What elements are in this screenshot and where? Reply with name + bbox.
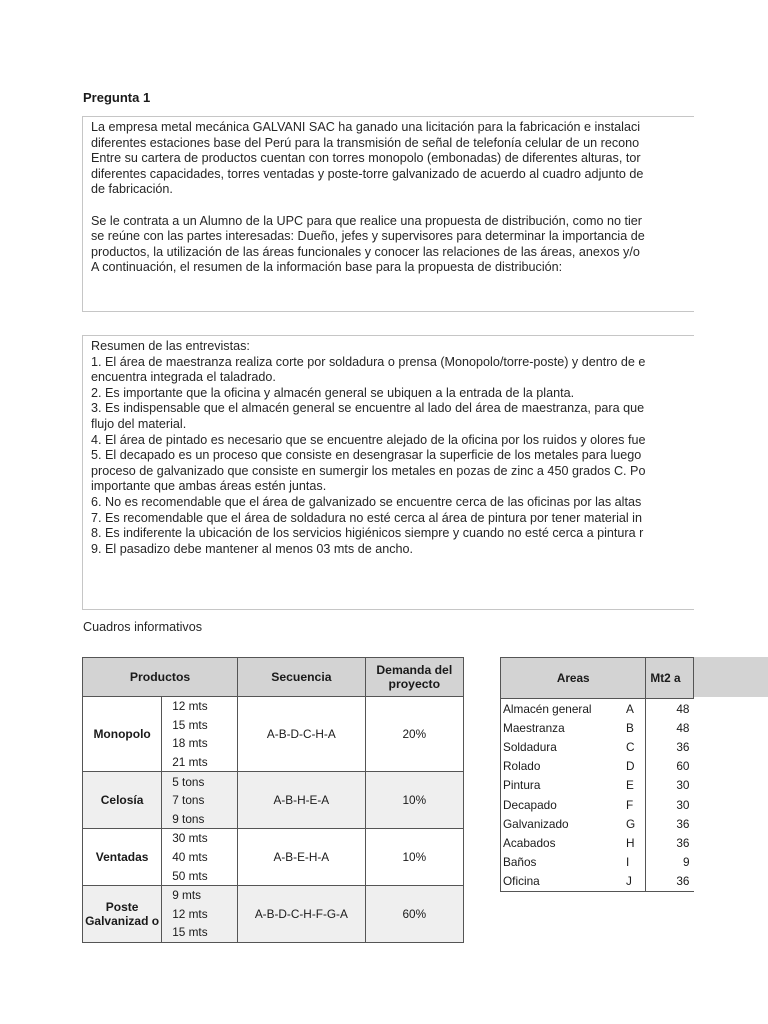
product-size: 15 mts bbox=[162, 923, 238, 942]
interview-line: 6. No es recomendable que el área de galvanizado se encuentre cerca de las oficinas por las altas bbox=[91, 494, 642, 509]
product-demand: 20% bbox=[365, 697, 463, 772]
area-name: Rolado bbox=[501, 757, 625, 776]
area-name: Baños bbox=[501, 853, 625, 872]
interview-line: 3. Es indispensable que el almacén general se encuentre al lado del área de maestranza, para que bbox=[91, 401, 645, 416]
product-size: 7 tons bbox=[162, 791, 238, 810]
interview-line: flujo del material. bbox=[91, 416, 187, 431]
area-code: C bbox=[626, 739, 635, 754]
interview-summary-box bbox=[82, 335, 694, 610]
interview-line: 4. El área de pintado es necesario que se encuentre alejado de la oficina por los ruidos y olores fue bbox=[91, 432, 646, 447]
area-code: G bbox=[626, 816, 636, 831]
area-m2: 48 bbox=[646, 699, 694, 719]
area-m2: 36 bbox=[646, 833, 694, 852]
area-code: H bbox=[626, 835, 635, 850]
area-code: D bbox=[626, 759, 635, 774]
header-areas: Areas bbox=[501, 658, 646, 699]
product-size: 15 mts bbox=[162, 716, 238, 735]
table-row bbox=[83, 885, 464, 904]
table-row bbox=[501, 853, 694, 872]
product-name: Monopolo bbox=[83, 697, 162, 772]
product-name: Ventadas bbox=[83, 829, 162, 886]
table-row bbox=[501, 833, 694, 852]
product-name: Poste Galvanizad o bbox=[83, 885, 162, 942]
interview-line: 5. El decapado es un proceso que consiste en desengrasar la superficie de los metales para luego bbox=[91, 448, 642, 463]
product-sequence: A-B-D-C-H-A bbox=[238, 697, 366, 772]
product-demand: 10% bbox=[365, 772, 463, 829]
intro-line: Se le contrata a un Alumno de la UPC para que realice una propuesta de distribución, como no tier bbox=[91, 213, 642, 228]
interview-line: encuentra integrada el taladrado. bbox=[91, 370, 276, 385]
area-code: J bbox=[624, 872, 646, 892]
tables-caption: Cuadros informativos bbox=[83, 620, 202, 634]
product-sequence: A-B-D-C-H-F-G-A bbox=[238, 885, 366, 942]
area-name: Acabados bbox=[501, 833, 625, 852]
products-table bbox=[82, 657, 464, 943]
product-size: 21 mts bbox=[162, 753, 238, 772]
intro-line: productos, la utilización de las áreas funcionales y conocer las relaciones de las áreas, anexos y/o bbox=[91, 244, 640, 259]
header-demanda: Demanda del proyecto bbox=[365, 658, 463, 697]
area-m2: 36 bbox=[646, 737, 694, 756]
area-name: Decapado bbox=[501, 795, 625, 814]
area-m2: 30 bbox=[646, 776, 694, 795]
interview-line: Resumen de las entrevistas: bbox=[91, 339, 250, 353]
areas-table bbox=[500, 657, 694, 892]
area-name: Oficina bbox=[501, 872, 625, 892]
product-size: 30 mts bbox=[162, 829, 238, 848]
area-name: Maestranza bbox=[501, 718, 625, 737]
area-name: Almacén general bbox=[501, 699, 625, 719]
interview-line: 2. Es importante que la oficina y almacén general se ubiquen a la entrada de la planta. bbox=[91, 385, 575, 400]
table-row bbox=[501, 718, 694, 737]
interview-line: proceso de galvanizado que consiste en sumergir los metales en pozas de zinc a 450 grados C. Po bbox=[91, 463, 646, 478]
area-code: E bbox=[626, 778, 634, 793]
interview-line: importante que ambas áreas estén juntas. bbox=[91, 479, 327, 494]
intro-line: diferentes estaciones base del Perú para la transmisión de señal de telefonía celular de un recono bbox=[91, 135, 640, 150]
table-row bbox=[501, 795, 694, 814]
table-row bbox=[501, 737, 694, 756]
intro-line bbox=[91, 198, 694, 214]
product-size: 40 mts bbox=[162, 848, 238, 867]
interview-line: 9. El pasadizo debe mantener al menos 03 mts de ancho. bbox=[91, 541, 414, 556]
table-row bbox=[501, 814, 694, 833]
product-sequence: A-B-H-E-A bbox=[238, 772, 366, 829]
area-name: Galvanizado bbox=[501, 814, 625, 833]
product-size: 18 mts bbox=[162, 734, 238, 753]
table-row bbox=[83, 829, 464, 848]
area-code: A bbox=[626, 701, 634, 716]
product-size: 12 mts bbox=[162, 905, 238, 924]
product-size: 9 tons bbox=[162, 810, 238, 829]
intro-text-box bbox=[82, 116, 694, 312]
product-sequence: A-B-E-H-A bbox=[238, 829, 366, 886]
product-demand: 60% bbox=[365, 885, 463, 942]
product-size: 50 mts bbox=[162, 866, 238, 885]
product-size: 5 tons bbox=[162, 772, 238, 791]
area-m2: 30 bbox=[646, 795, 694, 814]
table-row bbox=[501, 872, 694, 892]
area-code: F bbox=[626, 797, 634, 812]
interview-line: 8. Es indiferente la ubicación de los servicios higiénicos siempre y cuando no esté cerca a pintura r bbox=[91, 526, 644, 541]
product-size: 12 mts bbox=[162, 697, 238, 716]
area-code: B bbox=[626, 720, 634, 735]
interview-line: 1. El área de maestranza realiza corte por soldadura o prensa (Monopolo/torre-poste) y dentro de e bbox=[91, 354, 646, 369]
area-m2: 60 bbox=[646, 757, 694, 776]
intro-line: La empresa metal mecánica GALVANI SAC ha ganado una licitación para la fabricación e instalaci bbox=[91, 120, 641, 134]
area-m2: 9 bbox=[646, 853, 694, 872]
area-name: Pintura bbox=[501, 776, 625, 795]
product-demand: 10% bbox=[365, 829, 463, 886]
areas-header-row bbox=[501, 658, 694, 699]
interview-line: 7. Es recomendable que el área de soldadura no esté cerca al área de pintura por tener material in bbox=[91, 510, 642, 525]
area-m2: 36 bbox=[646, 814, 694, 833]
area-code: I bbox=[626, 855, 630, 870]
header-m2: Mt2 a bbox=[646, 658, 694, 699]
intro-line: de fabricación. bbox=[91, 182, 173, 197]
intro-line: Entre su cartera de productos cuentan con torres monopolo (embonadas) de diferentes alturas, tor bbox=[91, 151, 641, 166]
areas-header-extension bbox=[694, 657, 768, 697]
table-row bbox=[501, 699, 694, 719]
table-row bbox=[501, 757, 694, 776]
product-size: 9 mts bbox=[162, 885, 238, 904]
intro-line: diferentes capacidades, torres ventadas y poste-torre galvanizado de acuerdo al cuadro adjunto de bbox=[91, 166, 644, 181]
header-secuencia: Secuencia bbox=[238, 658, 366, 697]
header-productos: Productos bbox=[83, 658, 238, 697]
products-header-row bbox=[83, 658, 464, 697]
table-row bbox=[501, 776, 694, 795]
product-name: Celosía bbox=[83, 772, 162, 829]
area-m2: 36 bbox=[646, 872, 694, 892]
area-m2: 48 bbox=[646, 718, 694, 737]
table-row bbox=[83, 772, 464, 791]
area-name: Soldadura bbox=[501, 737, 625, 756]
intro-line: se reúne con las partes interesadas: Dueño, jefes y supervisores para determinar la importancia de bbox=[91, 229, 645, 244]
question-title: Pregunta 1 bbox=[83, 90, 151, 105]
table-row bbox=[83, 697, 464, 716]
intro-line: A continuación, el resumen de la información base para la propuesta de distribución: bbox=[91, 260, 563, 275]
